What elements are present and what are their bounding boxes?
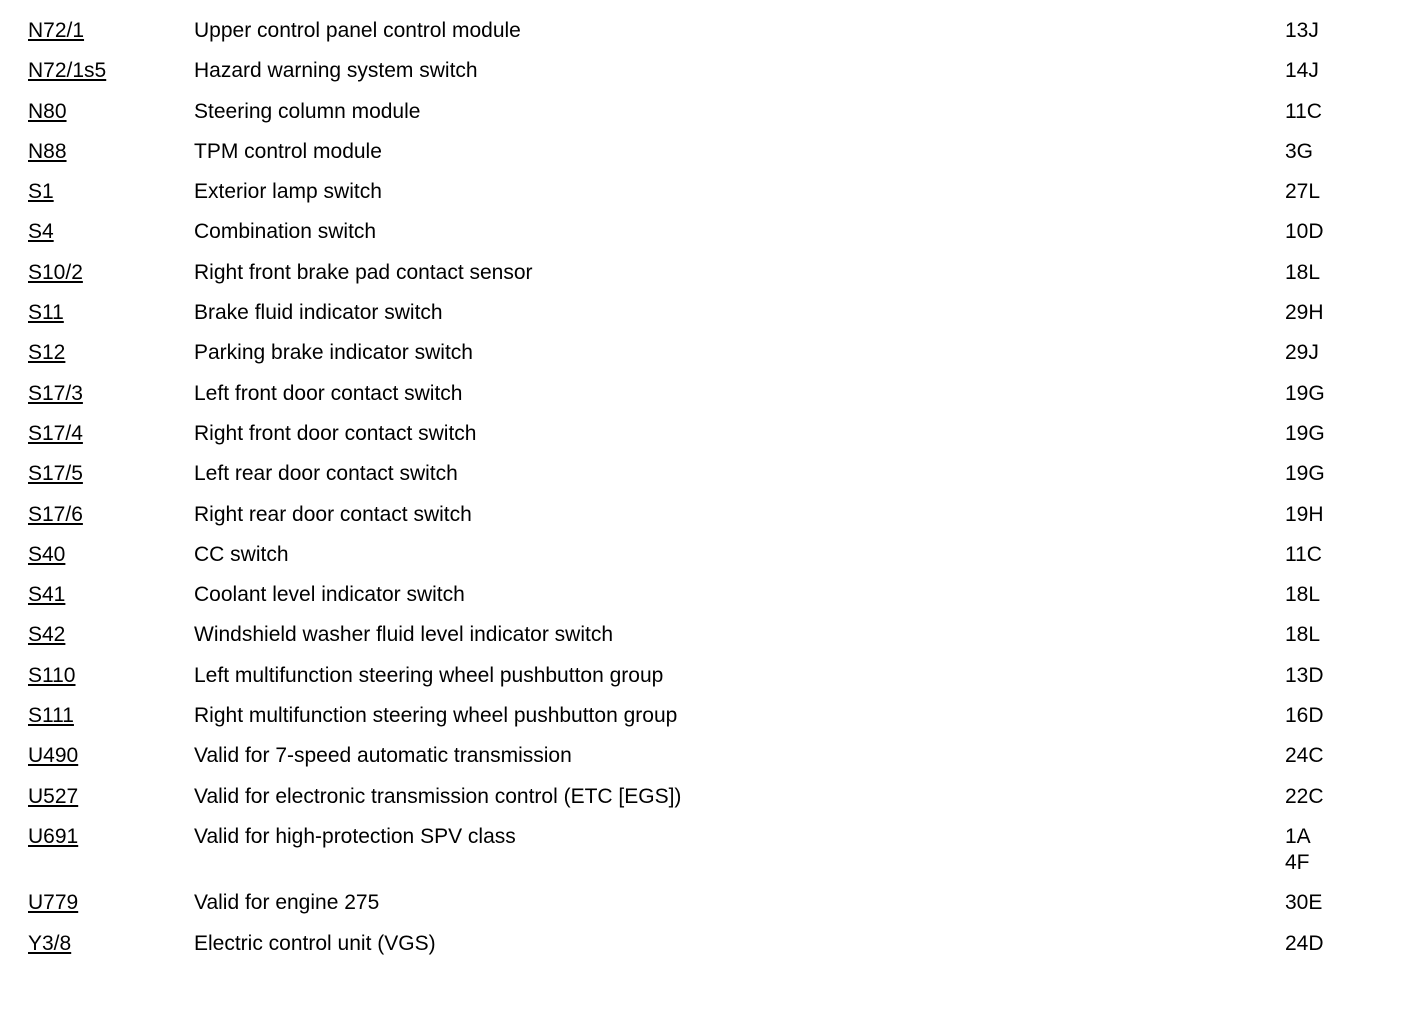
grid-reference-value: 16D bbox=[1285, 704, 1324, 728]
grid-reference-value: 13D bbox=[1285, 663, 1324, 687]
grid-reference bbox=[1285, 743, 1324, 769]
grid-reference-value: 22C bbox=[1285, 784, 1324, 808]
component-description: TPM control module bbox=[194, 139, 382, 163]
grid-reference bbox=[1285, 502, 1324, 528]
grid-reference-value: 3G bbox=[1285, 139, 1314, 163]
grid-reference-value: 18L bbox=[1285, 260, 1321, 284]
component-description: Windshield washer fluid level indicator switch bbox=[194, 623, 614, 647]
legend-row bbox=[28, 133, 1388, 173]
grid-reference bbox=[1285, 219, 1324, 245]
grid-reference bbox=[1285, 300, 1324, 326]
legend-row bbox=[28, 334, 1388, 374]
component-code-link[interactable]: S110 bbox=[28, 663, 76, 687]
grid-reference bbox=[1285, 663, 1324, 689]
grid-reference-value: 24D bbox=[1285, 931, 1324, 955]
component-code-link[interactable]: S111 bbox=[28, 704, 74, 728]
grid-reference-value: 29H bbox=[1285, 301, 1324, 325]
grid-reference-value: 19G bbox=[1285, 462, 1325, 486]
grid-reference-value: 19G bbox=[1285, 381, 1325, 405]
component-code-link[interactable]: U490 bbox=[28, 744, 79, 768]
component-description: Left front door contact switch bbox=[194, 381, 463, 405]
grid-reference bbox=[1285, 260, 1320, 286]
component-code-link[interactable]: S17/4 bbox=[28, 421, 83, 445]
component-code-link[interactable]: S17/6 bbox=[28, 502, 83, 526]
component-code-link[interactable]: N72/1 bbox=[28, 19, 85, 42]
grid-reference-value: 19G bbox=[1285, 421, 1325, 445]
component-description: CC switch bbox=[194, 542, 289, 566]
grid-reference-value: 18L bbox=[1285, 623, 1321, 647]
legend-row bbox=[28, 818, 1388, 884]
component-code-link[interactable]: S4 bbox=[28, 220, 54, 244]
component-code-link[interactable]: N72/1s5 bbox=[28, 59, 107, 83]
component-description: Valid for electronic transmission control (ETC [EGS]) bbox=[194, 784, 682, 808]
legend-row bbox=[28, 657, 1388, 697]
component-description: Parking brake indicator switch bbox=[194, 341, 473, 365]
component-code-link[interactable]: U779 bbox=[28, 891, 79, 915]
component-description: Coolant level indicator switch bbox=[194, 583, 465, 607]
grid-reference bbox=[1285, 139, 1313, 165]
legend-row bbox=[28, 925, 1388, 965]
component-description: Brake fluid indicator switch bbox=[194, 301, 443, 325]
component-code-link[interactable]: S40 bbox=[28, 542, 66, 566]
grid-reference bbox=[1285, 931, 1324, 957]
grid-reference-value: 11C bbox=[1285, 542, 1322, 566]
grid-reference-value: 27L bbox=[1285, 180, 1321, 204]
grid-reference-value: 18L bbox=[1285, 583, 1321, 607]
grid-reference-value: 24C bbox=[1285, 744, 1324, 768]
grid-reference bbox=[1285, 99, 1322, 125]
legend-row bbox=[28, 455, 1388, 495]
legend-row bbox=[28, 576, 1388, 616]
component-code-link[interactable]: S11 bbox=[28, 301, 64, 325]
component-description: Electric control unit (VGS) bbox=[194, 931, 436, 955]
legend-row bbox=[28, 375, 1388, 415]
legend-row bbox=[28, 737, 1388, 777]
component-code-link[interactable]: N88 bbox=[28, 139, 67, 163]
component-code-link[interactable]: S17/3 bbox=[28, 381, 83, 405]
legend-row bbox=[28, 616, 1388, 656]
component-description: Combination switch bbox=[194, 220, 377, 244]
grid-reference bbox=[1285, 542, 1322, 568]
grid-reference bbox=[1285, 582, 1320, 608]
legend-row bbox=[28, 496, 1388, 536]
grid-reference bbox=[1285, 381, 1325, 407]
legend-row bbox=[28, 52, 1388, 92]
component-code-link[interactable]: S12 bbox=[28, 341, 66, 365]
grid-reference-value: 14J bbox=[1285, 59, 1319, 83]
component-description: Exterior lamp switch bbox=[194, 180, 382, 204]
component-code-link[interactable]: U691 bbox=[28, 824, 79, 848]
component-description: Left rear door contact switch bbox=[194, 462, 458, 486]
legend-row bbox=[28, 173, 1388, 213]
legend-row bbox=[28, 213, 1388, 253]
grid-reference bbox=[1285, 340, 1319, 366]
component-code-link[interactable]: U527 bbox=[28, 784, 79, 808]
grid-reference bbox=[1285, 703, 1324, 729]
component-code-link[interactable]: Y3/8 bbox=[28, 931, 72, 955]
component-description: Right multifunction steering wheel pushbutton group bbox=[194, 704, 678, 728]
grid-reference bbox=[1285, 179, 1320, 205]
grid-reference bbox=[1285, 58, 1319, 84]
grid-reference-value: 4F bbox=[1285, 850, 1310, 874]
grid-reference-value: 10D bbox=[1285, 220, 1324, 244]
legend-row bbox=[28, 778, 1388, 818]
component-code-link[interactable]: S10/2 bbox=[28, 260, 83, 284]
grid-reference-value: 29J bbox=[1285, 341, 1319, 365]
legend-row bbox=[28, 12, 1388, 52]
component-description: Valid for high-protection SPV class bbox=[194, 824, 516, 848]
component-description: Right front brake pad contact sensor bbox=[194, 260, 533, 284]
component-description: Valid for 7-speed automatic transmission bbox=[194, 744, 572, 768]
component-code-link[interactable]: N80 bbox=[28, 99, 67, 123]
grid-reference-value: 1A bbox=[1285, 824, 1311, 848]
component-description: Steering column module bbox=[194, 99, 421, 123]
grid-reference-value: 19H bbox=[1285, 502, 1324, 526]
component-legend-table bbox=[28, 12, 1388, 965]
component-description: Hazard warning system switch bbox=[194, 59, 478, 83]
grid-reference bbox=[1285, 824, 1311, 876]
legend-row bbox=[28, 415, 1388, 455]
grid-reference-value: 13J bbox=[1285, 19, 1319, 42]
grid-reference bbox=[1285, 461, 1325, 487]
grid-reference bbox=[1285, 18, 1319, 44]
component-description: Upper control panel control module bbox=[194, 19, 521, 42]
grid-reference-value: 11C bbox=[1285, 99, 1322, 123]
grid-reference bbox=[1285, 890, 1322, 916]
legend-row bbox=[28, 884, 1388, 924]
legend-row bbox=[28, 93, 1388, 133]
component-description: Left multifunction steering wheel pushbutton group bbox=[194, 663, 664, 687]
component-description: Right front door contact switch bbox=[194, 421, 477, 445]
component-description: Valid for engine 275 bbox=[194, 891, 380, 915]
legend-row bbox=[28, 697, 1388, 737]
grid-reference-value: 30E bbox=[1285, 891, 1323, 915]
legend-row bbox=[28, 254, 1388, 294]
component-code-link[interactable]: S1 bbox=[28, 180, 54, 204]
component-code-link[interactable]: S41 bbox=[28, 583, 66, 607]
component-description: Right rear door contact switch bbox=[194, 502, 472, 526]
component-code-link[interactable]: S42 bbox=[28, 623, 66, 647]
legend-row bbox=[28, 536, 1388, 576]
legend-row bbox=[28, 294, 1388, 334]
component-code-link[interactable]: S17/5 bbox=[28, 462, 83, 486]
grid-reference bbox=[1285, 622, 1320, 648]
grid-reference bbox=[1285, 421, 1325, 447]
grid-reference bbox=[1285, 784, 1324, 810]
